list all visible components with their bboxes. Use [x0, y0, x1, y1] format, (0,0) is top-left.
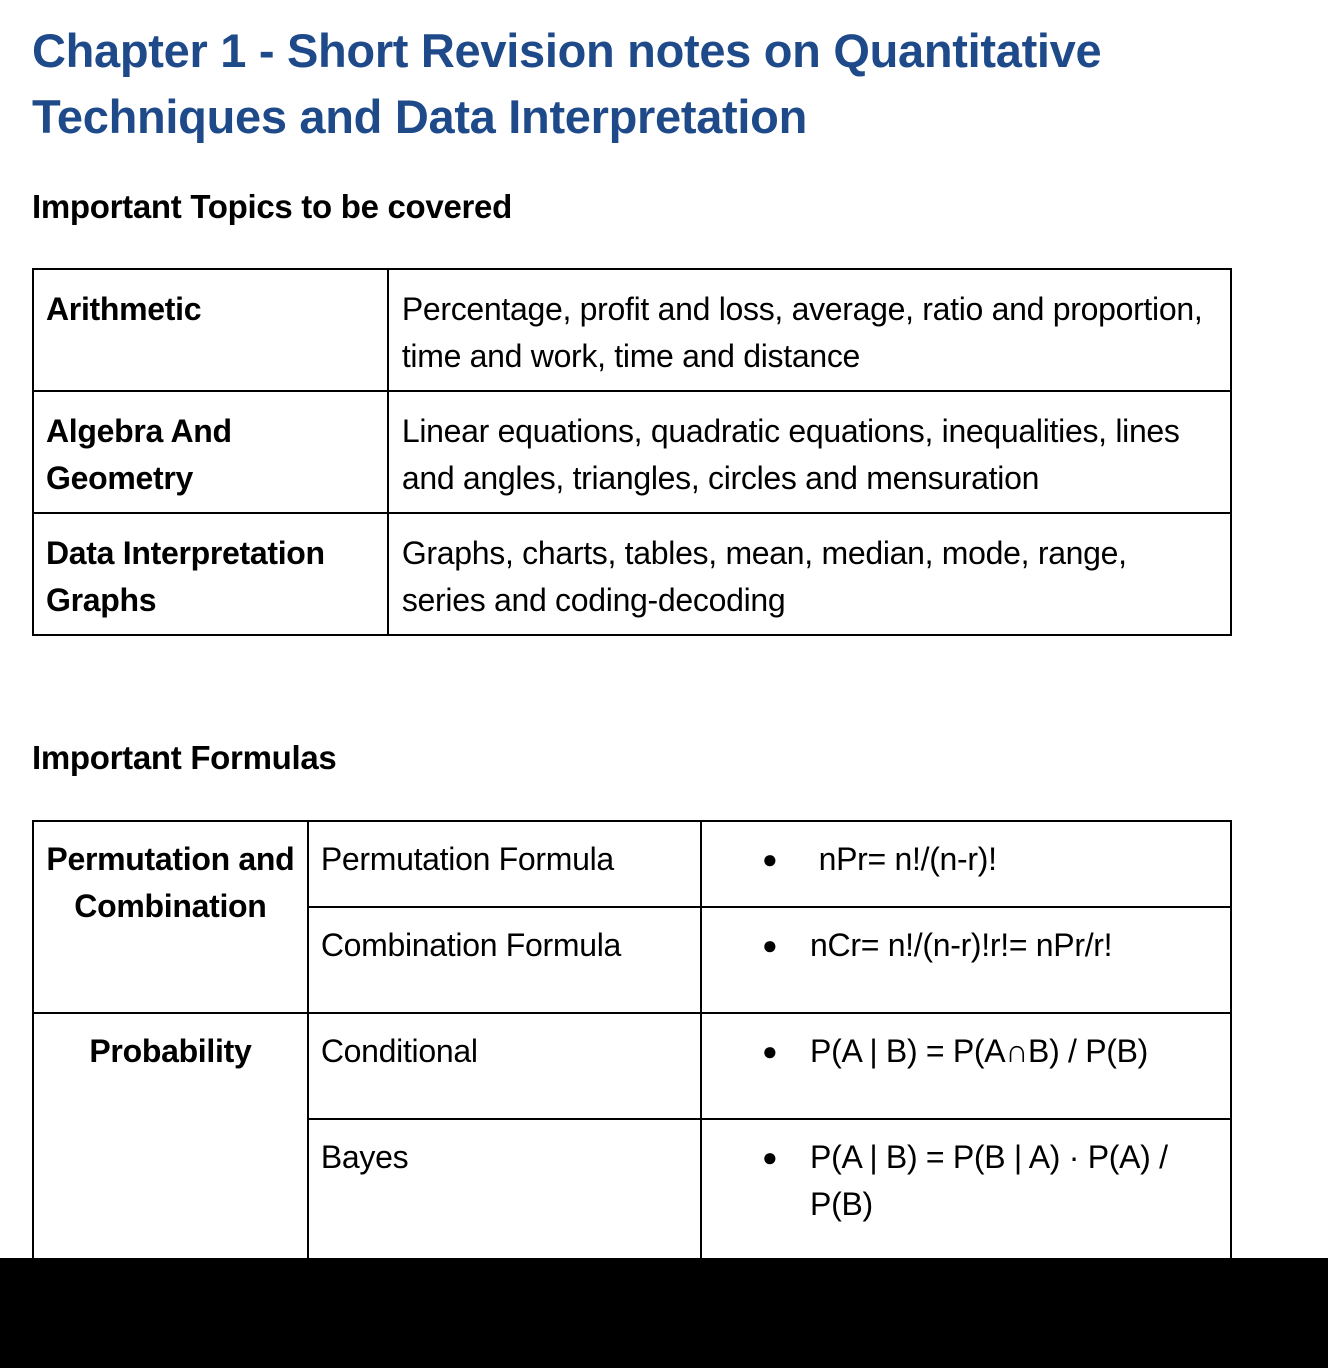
page-title: Chapter 1 - Short Revision notes on Quantitative Techniques and Data Interpretation: [32, 24, 1102, 143]
formula-name: Bayes: [308, 1119, 701, 1258]
topic-details: Linear equations, quadratic equations, inequalities, lines and angles, triangles, circles and mensuration: [388, 391, 1231, 513]
formula-cell: [701, 1119, 1231, 1258]
formula-name: Conditional: [308, 1013, 701, 1119]
bullet-icon: ●: [762, 1142, 778, 1172]
formula-category: Permutation and Combination: [33, 821, 308, 1013]
topic-details: Percentage, profit and loss, average, ratio and proportion, time and work, time and distance: [388, 269, 1231, 391]
formula-text: P(A | B) = P(A∩B) / P(B): [810, 1033, 1149, 1069]
topics-table: [32, 268, 1232, 636]
topic-name: Arithmetic: [33, 269, 388, 391]
formula-text: nCr= n!/(n-r)!r!= nPr/r!: [810, 927, 1113, 963]
formula-category: Probability: [33, 1013, 308, 1258]
formula-cell: [701, 821, 1231, 907]
bullet-icon: ●: [762, 844, 778, 874]
topic-name: Data Interpretation Graphs: [33, 513, 388, 635]
table-row: [33, 1013, 1231, 1119]
topic-details: Graphs, charts, tables, mean, median, mode, range, series and coding-decoding: [388, 513, 1231, 635]
black-bar: [0, 1258, 1328, 1368]
formula-cell: [701, 907, 1231, 1013]
table-row: [33, 513, 1231, 635]
topic-name: Algebra And Geometry: [33, 391, 388, 513]
formula-cell: [701, 1013, 1231, 1119]
bullet-icon: ●: [762, 1036, 778, 1066]
formula-name: Combination Formula: [308, 907, 701, 1013]
formula-text: P(A | B) = P(B | A) · P(A) / P(B): [810, 1139, 1168, 1222]
formulas-table: [32, 820, 1232, 1258]
table-row: [33, 391, 1231, 513]
formula-text: nPr= n!/(n-r)!: [810, 841, 997, 877]
formulas-heading: Important Formulas: [32, 739, 337, 776]
topics-heading: Important Topics to be covered: [32, 188, 512, 225]
table-row: [33, 269, 1231, 391]
bullet-icon: ●: [762, 930, 778, 960]
table-row: [33, 821, 1231, 907]
formula-name: Permutation Formula: [308, 821, 701, 907]
